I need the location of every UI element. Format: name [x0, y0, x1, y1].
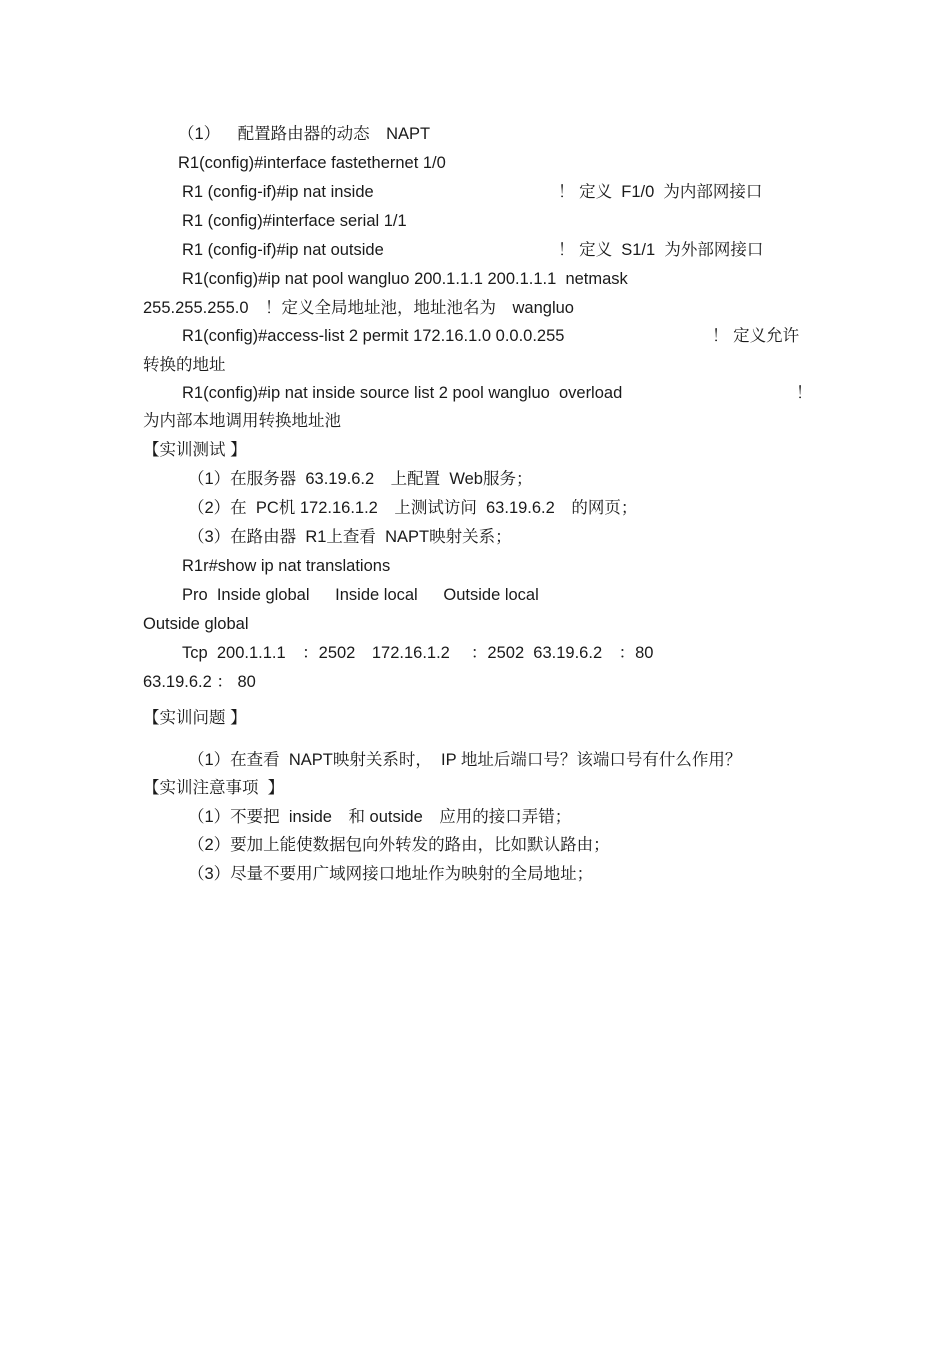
config-line: R1 (config-if)#ip nat inside	[182, 183, 374, 201]
config-line: R1(config)#access-list 2 permit 172.16.1.0 0.0.0.255	[182, 327, 565, 345]
config-line: 为内部本地调用转换地址池	[143, 412, 341, 430]
section-heading: （1） 配置路由器的动态 NAPT	[178, 125, 431, 143]
config-line: R1 (config-if)#ip nat outside	[182, 241, 384, 259]
test-item: （2）在 PC机 172.16.1.2 上测试访问 63.19.6.2 的网页；	[188, 499, 638, 517]
config-line: R1(config)#ip nat pool wangluo 200.1.1.1 200.1.1.1 netmask	[182, 270, 628, 288]
nat-table-header-cont: Outside global	[143, 615, 249, 633]
config-comment: ！ 定义 F1/0 为内部网接口	[558, 183, 763, 201]
test-item: （3）在路由器 R1上查看 NAPT映射关系；	[188, 528, 512, 546]
note-item: （2）要加上能使数据包向外转发的路由，比如默认路由；	[188, 836, 610, 854]
nat-table-row-cont: 63.19.6.2 ： 80	[143, 673, 256, 691]
config-comment: ！ 定义 S1/1 为外部网接口	[558, 241, 764, 259]
nat-table-header: Pro Inside global Inside local Outside local	[182, 586, 539, 604]
test-item: （1）在服务器 63.19.6.2 上配置 Web服务；	[188, 470, 533, 488]
config-comment: ！ 定义允许	[712, 327, 800, 345]
show-command: R1r#show ip nat translations	[182, 557, 391, 575]
question-section-title: 【实训问题 】	[143, 709, 247, 727]
note-item: （1）不要把 inside 和 outside 应用的接口弄错；	[188, 808, 572, 826]
config-line: 转换的地址	[143, 356, 226, 374]
note-item: （3）尽量不要用广域网接口地址作为映射的全局地址；	[188, 865, 594, 883]
test-section-title: 【实训测试 】	[143, 441, 247, 459]
question-item: （1）在查看 NAPT映射关系时， IP 地址后端口号？该端口号有什么作用？	[188, 751, 742, 769]
config-comment: ！	[796, 384, 813, 402]
config-line: R1(config)#interface fastethernet 1/0	[178, 154, 446, 172]
nat-table-row: Tcp 200.1.1.1 ：2502 172.16.1.2 ：2502 63.19.6.2 ：80	[182, 644, 654, 662]
config-line: R1(config)#ip nat inside source list 2 pool wangluo overload	[182, 384, 623, 402]
config-line: 255.255.255.0 ！定义全局地址池，地址池名为 wangluo	[143, 299, 574, 317]
config-line: R1 (config)#interface serial 1/1	[182, 212, 407, 230]
notes-section-title: 【实训注意事项 】	[143, 779, 285, 797]
